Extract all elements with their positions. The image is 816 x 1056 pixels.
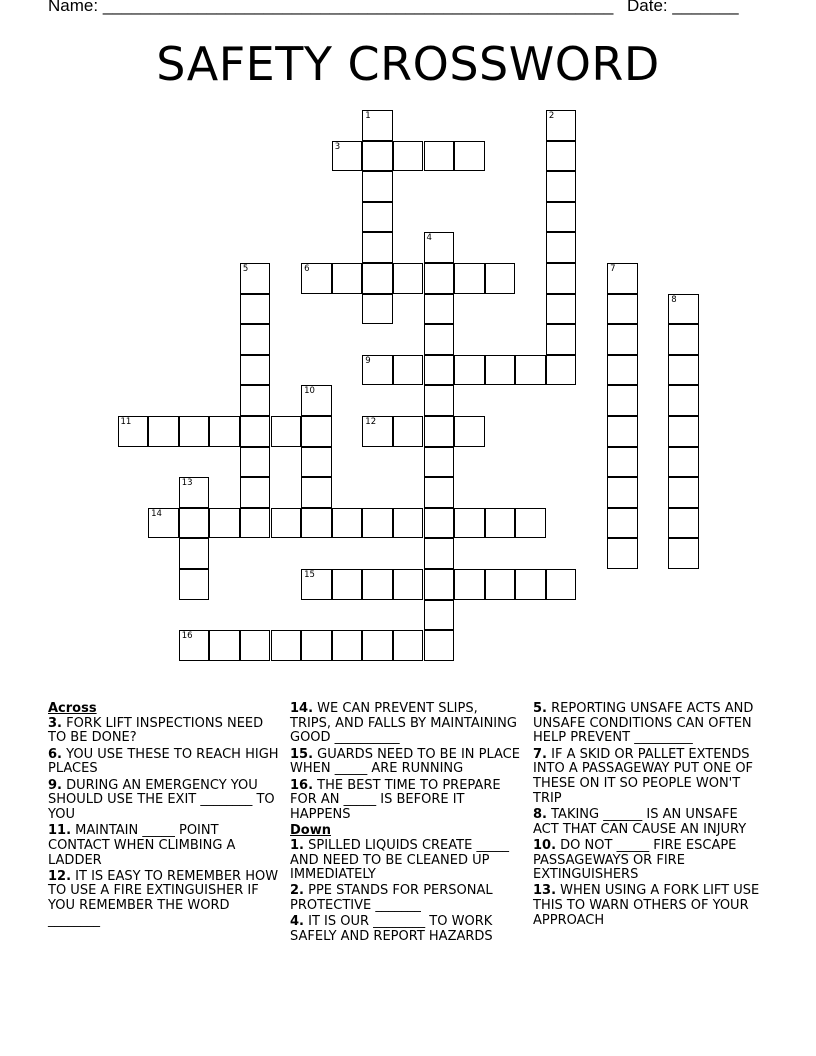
grid-cell[interactable] bbox=[546, 569, 577, 600]
clue-down-7 bbox=[533, 748, 765, 807]
grid-cell[interactable] bbox=[332, 630, 363, 661]
name-label: Name: bbox=[48, 0, 99, 15]
grid-cell[interactable] bbox=[485, 355, 516, 386]
grid-cell[interactable] bbox=[362, 141, 393, 172]
grid-cell[interactable] bbox=[485, 263, 516, 294]
clue-across-16 bbox=[290, 779, 522, 823]
clue-across-3 bbox=[48, 717, 280, 746]
down-heading: Down bbox=[290, 823, 331, 839]
clue-text: WHEN USING A FORK LIFT USE THIS TO WARN OTHERS OF YOUR APPROACH bbox=[533, 883, 760, 928]
grid-cell[interactable] bbox=[424, 508, 455, 539]
grid-cell[interactable] bbox=[240, 477, 271, 508]
grid-cell[interactable] bbox=[301, 447, 332, 478]
grid-cell[interactable] bbox=[179, 508, 210, 539]
clue-number: 2. bbox=[290, 883, 304, 899]
grid-cell[interactable] bbox=[607, 447, 638, 478]
clue-number: 11. bbox=[48, 823, 72, 839]
grid-cell[interactable] bbox=[546, 263, 577, 294]
grid-cell[interactable] bbox=[179, 569, 210, 600]
grid-cell[interactable] bbox=[607, 385, 638, 416]
grid-cell[interactable] bbox=[424, 232, 455, 263]
grid-cell[interactable] bbox=[393, 263, 424, 294]
grid-cell[interactable] bbox=[424, 630, 455, 661]
grid-cell[interactable] bbox=[332, 569, 363, 600]
grid-cell[interactable] bbox=[607, 324, 638, 355]
grid-cell[interactable] bbox=[301, 569, 332, 600]
grid-cell[interactable] bbox=[362, 569, 393, 600]
grid-cell[interactable] bbox=[118, 416, 149, 447]
grid-cell[interactable] bbox=[240, 385, 271, 416]
cell-number: 6 bbox=[304, 264, 310, 274]
grid-cell[interactable] bbox=[362, 355, 393, 386]
cell-number: 2 bbox=[548, 111, 555, 121]
grid-cell[interactable] bbox=[362, 416, 393, 447]
grid-cell[interactable] bbox=[424, 385, 455, 416]
grid-cell[interactable] bbox=[454, 508, 485, 539]
cell-number: 1 bbox=[365, 111, 371, 121]
cell-number: 8 bbox=[671, 294, 677, 305]
grid-cell[interactable] bbox=[179, 477, 210, 508]
name-line[interactable]: ______________________________________________________ bbox=[102, 0, 614, 15]
cell-number: 7 bbox=[610, 264, 616, 274]
grid-cell[interactable] bbox=[362, 202, 393, 233]
clue-text: MAINTAIN _____ POINT CONTACT WHEN CLIMBING A LADDER bbox=[48, 823, 236, 868]
grid-cell[interactable] bbox=[668, 447, 699, 478]
grid-cell[interactable] bbox=[515, 508, 546, 539]
grid-cell[interactable] bbox=[240, 630, 271, 661]
clue-number: 5. bbox=[533, 701, 547, 716]
grid-cell[interactable] bbox=[546, 324, 577, 355]
grid-cell[interactable] bbox=[607, 294, 638, 325]
grid-cell[interactable] bbox=[271, 416, 302, 447]
grid-cell[interactable] bbox=[393, 355, 424, 386]
grid-cell[interactable] bbox=[393, 141, 424, 172]
cell-number: 3 bbox=[334, 141, 341, 152]
grid-cell[interactable] bbox=[301, 508, 332, 539]
clue-text: GUARDS NEED TO BE IN PLACE WHEN _____ ARE RUNNING bbox=[290, 746, 520, 777]
clue-number: 15. bbox=[290, 746, 314, 762]
cell-number: 13 bbox=[181, 478, 193, 489]
grid-cell[interactable] bbox=[607, 355, 638, 386]
clue-text: IT IS OUR ________ TO WORK SAFELY AND REPORT HAZARDS bbox=[290, 914, 493, 945]
grid-cell[interactable] bbox=[424, 447, 455, 478]
grid-cell[interactable] bbox=[362, 110, 393, 141]
grid-cell[interactable] bbox=[240, 324, 271, 355]
grid-cell[interactable] bbox=[332, 508, 363, 539]
clue-down-1 bbox=[290, 839, 522, 883]
clue-down-4 bbox=[290, 915, 522, 944]
grid-cell[interactable] bbox=[424, 141, 455, 172]
grid-cell[interactable] bbox=[607, 538, 638, 569]
across-heading: Across bbox=[48, 701, 97, 716]
grid-cell[interactable] bbox=[393, 569, 424, 600]
grid-cell[interactable] bbox=[301, 477, 332, 508]
grid-cell[interactable] bbox=[240, 263, 271, 294]
clue-across-15 bbox=[290, 748, 522, 777]
grid-cell[interactable] bbox=[424, 263, 455, 294]
grid-cell[interactable] bbox=[362, 232, 393, 263]
grid-cell[interactable] bbox=[209, 508, 240, 539]
grid-cell[interactable] bbox=[454, 416, 485, 447]
grid-cell[interactable] bbox=[240, 355, 271, 386]
clue-number: 4. bbox=[290, 914, 304, 930]
grid-cell[interactable] bbox=[271, 508, 302, 539]
grid-cell[interactable] bbox=[209, 630, 240, 661]
grid-cell[interactable] bbox=[362, 630, 393, 661]
grid-cell[interactable] bbox=[362, 294, 393, 325]
date-line[interactable]: _______ bbox=[672, 0, 739, 15]
grid-cell[interactable] bbox=[362, 171, 393, 202]
grid-cell[interactable] bbox=[148, 416, 179, 447]
clue-text: WE CAN PREVENT SLIPS, TRIPS, AND FALLS BY MAINTAINING GOOD __________ bbox=[290, 701, 517, 746]
grid-cell[interactable] bbox=[546, 355, 577, 386]
clue-text: FORK LIFT INSPECTIONS NEED TO BE DONE? bbox=[48, 715, 264, 746]
grid-cell[interactable] bbox=[393, 508, 424, 539]
grid-cell[interactable] bbox=[332, 263, 363, 294]
grid-cell[interactable] bbox=[362, 263, 393, 294]
clue-number: 6. bbox=[48, 746, 62, 762]
cell-number: 10 bbox=[304, 386, 315, 397]
grid-cell[interactable] bbox=[546, 171, 577, 202]
grid-cell[interactable] bbox=[668, 538, 699, 569]
clue-number: 9. bbox=[48, 777, 62, 793]
grid-cell[interactable] bbox=[362, 508, 393, 539]
grid-cell[interactable] bbox=[179, 416, 210, 447]
grid-cell[interactable] bbox=[424, 294, 455, 325]
clue-across-11 bbox=[48, 824, 280, 868]
clue-text: THE BEST TIME TO PREPARE FOR AN _____ IS BEFORE IT HAPPENS bbox=[290, 777, 501, 822]
grid-cell[interactable] bbox=[424, 416, 455, 447]
grid-cell[interactable] bbox=[454, 141, 485, 172]
cell-number: 15 bbox=[304, 570, 315, 580]
clue-number: 14. bbox=[290, 701, 314, 716]
grid-cell[interactable] bbox=[424, 477, 455, 508]
clue-down-5 bbox=[533, 702, 765, 746]
clue-number: 7. bbox=[533, 746, 547, 762]
clue-text: TAKING ______ IS AN UNSAFE ACT THAT CAN CAUSE AN INJURY bbox=[533, 806, 747, 837]
cell-number: 5 bbox=[242, 264, 249, 274]
grid-cell[interactable] bbox=[607, 416, 638, 447]
grid-cell[interactable] bbox=[454, 263, 485, 294]
clue-number: 13. bbox=[533, 883, 557, 899]
cell-number: 14 bbox=[151, 508, 162, 519]
grid-cell[interactable] bbox=[607, 477, 638, 508]
clue-across-6 bbox=[48, 748, 280, 777]
clue-text: PPE STANDS FOR PERSONAL PROTECTIVE _______ bbox=[290, 883, 493, 914]
grid-cell[interactable] bbox=[179, 538, 210, 569]
cell-number: 12 bbox=[365, 417, 377, 427]
cell-number: 16 bbox=[181, 631, 193, 642]
clue-text: REPORTING UNSAFE ACTS AND UNSAFE CONDITIONS CAN OFTEN HELP PREVENT _________ bbox=[533, 701, 754, 746]
clue-number: 8. bbox=[533, 806, 547, 822]
grid-cell[interactable] bbox=[332, 141, 363, 172]
grid-cell[interactable] bbox=[668, 416, 699, 447]
cell-number: 11 bbox=[120, 417, 132, 427]
clue-number: 1. bbox=[290, 837, 304, 853]
clue-across-12 bbox=[48, 870, 280, 929]
grid-cell[interactable] bbox=[546, 202, 577, 233]
grid-cell[interactable] bbox=[424, 600, 455, 631]
grid-cell[interactable] bbox=[393, 416, 424, 447]
clue-text: DO NOT _____ FIRE ESCAPE PASSAGEWAYS OR FIRE EXTINGUISHERS bbox=[533, 837, 737, 883]
grid-cell[interactable] bbox=[668, 355, 699, 386]
grid-cell[interactable] bbox=[240, 447, 271, 478]
clue-down-13 bbox=[533, 884, 765, 928]
clue-across-14 bbox=[290, 702, 522, 746]
grid-cell[interactable] bbox=[454, 569, 485, 600]
grid-cell[interactable] bbox=[148, 508, 179, 539]
grid-cell[interactable] bbox=[424, 569, 455, 600]
grid-cell[interactable] bbox=[607, 508, 638, 539]
clue-number: 12. bbox=[48, 868, 72, 884]
clue-text: DURING AN EMERGENCY YOU SHOULD USE THE EXIT ________ TO YOU bbox=[48, 777, 275, 822]
clue-text: IF A SKID OR PALLET EXTENDS INTO A PASSAGEWAY PUT ONE OF THESE ON IT SO PEOPLE WON'T TRIP bbox=[533, 746, 754, 806]
clue-column-3 bbox=[533, 702, 765, 930]
date-label: Date: bbox=[627, 0, 668, 15]
grid-cell[interactable] bbox=[424, 324, 455, 355]
grid-cell[interactable] bbox=[546, 141, 577, 172]
grid-cell[interactable] bbox=[179, 630, 210, 661]
grid-cell[interactable] bbox=[515, 355, 546, 386]
grid-cell[interactable] bbox=[485, 569, 516, 600]
grid-cell[interactable] bbox=[668, 477, 699, 508]
clue-across-9 bbox=[48, 779, 280, 823]
clue-number: 10. bbox=[533, 837, 557, 853]
grid-cell[interactable] bbox=[454, 355, 485, 386]
clue-number: 3. bbox=[48, 715, 62, 731]
grid-cell[interactable] bbox=[240, 508, 271, 539]
cell-number: 9 bbox=[365, 355, 371, 366]
grid-cell[interactable] bbox=[546, 294, 577, 325]
grid-cell[interactable] bbox=[240, 294, 271, 325]
grid-cell[interactable] bbox=[515, 569, 546, 600]
clue-text: YOU USE THESE TO REACH HIGH PLACES bbox=[48, 746, 279, 777]
grid-cell[interactable] bbox=[301, 385, 332, 416]
clue-text: IT IS EASY TO REMEMBER HOW TO USE A FIRE EXTINGUISHER IF YOU REMEMBER THE WORD ________ bbox=[48, 868, 279, 928]
grid-cell[interactable] bbox=[424, 538, 455, 569]
grid-cell[interactable] bbox=[240, 416, 271, 447]
grid-cell[interactable] bbox=[271, 630, 302, 661]
grid-cell[interactable] bbox=[424, 355, 455, 386]
grid-cell[interactable] bbox=[607, 263, 638, 294]
grid-cell[interactable] bbox=[301, 416, 332, 447]
grid-cell[interactable] bbox=[209, 416, 240, 447]
grid-cell[interactable] bbox=[668, 385, 699, 416]
page-title: SAFETY CROSSWORD bbox=[156, 37, 660, 91]
grid-cell[interactable] bbox=[485, 508, 516, 539]
grid-cell[interactable] bbox=[668, 508, 699, 539]
clue-number: 16. bbox=[290, 777, 314, 793]
grid-cell[interactable] bbox=[301, 263, 332, 294]
cell-number: 4 bbox=[426, 233, 432, 244]
grid-cell[interactable] bbox=[668, 294, 699, 325]
grid-cell[interactable] bbox=[546, 110, 577, 141]
grid-cell[interactable] bbox=[393, 630, 424, 661]
clue-down-2 bbox=[290, 884, 522, 913]
clue-down-8 bbox=[533, 808, 765, 837]
grid-cell[interactable] bbox=[668, 324, 699, 355]
clue-column-1 bbox=[48, 702, 280, 930]
clue-column-2 bbox=[290, 702, 522, 946]
grid-cell[interactable] bbox=[546, 232, 577, 263]
grid-cell[interactable] bbox=[301, 630, 332, 661]
clue-down-10 bbox=[533, 839, 765, 883]
clue-text: SPILLED LIQUIDS CREATE _____ AND NEED TO BE CLEANED UP IMMEDIATELY bbox=[290, 837, 509, 883]
